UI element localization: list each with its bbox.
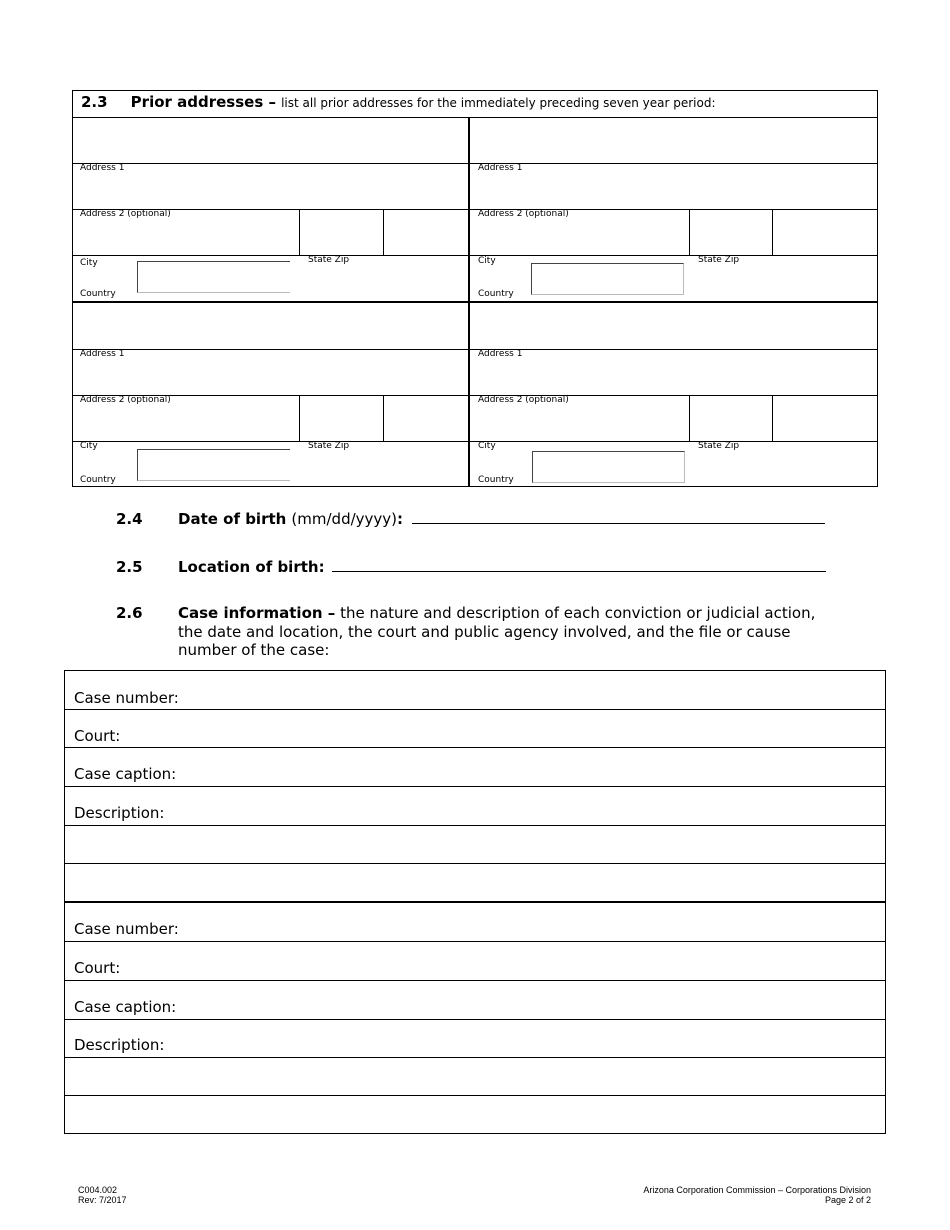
city-label: City: [478, 256, 496, 266]
country-select[interactable]: [532, 451, 685, 483]
address1-label: Address 1: [478, 163, 523, 173]
case-number-label: Case number:: [74, 689, 179, 707]
state-zip-label: State Zip: [698, 255, 740, 265]
description-field[interactable]: [65, 1058, 885, 1133]
address2-label: Address 2 (optional): [80, 209, 171, 219]
city-label: City: [478, 441, 496, 451]
case-info-line-1: [178, 604, 815, 622]
address-line-field[interactable]: [73, 304, 467, 348]
case-info-line-3: number of the case:: [178, 641, 330, 659]
case-caption-label: Case caption:: [74, 998, 177, 1016]
section-instruction: list all prior addresses for the immediately preceding seven year period:: [281, 96, 716, 110]
address2-label: Address 2 (optional): [80, 395, 171, 405]
section-number: 2.6: [116, 604, 143, 622]
state-zip-label: State Zip: [308, 441, 350, 451]
country-label: Country: [478, 289, 514, 299]
court-label: Court:: [74, 959, 121, 977]
address-line-field[interactable]: [471, 304, 877, 348]
case-info-line-2: the date and location, the court and public agency involved, and the file or cause: [178, 623, 791, 641]
dob-label: Date of birth: [178, 510, 287, 528]
agency-name: Arizona Corporation Commission – Corporations Division: [643, 1185, 871, 1195]
section-2-4: [116, 509, 825, 528]
section-2-3-header: [81, 92, 716, 111]
dob-format: (mm/dd/yyyy): [291, 510, 398, 528]
address1-label: Address 1: [478, 349, 523, 359]
city-label: City: [80, 258, 98, 268]
address1-label: Address 1: [80, 163, 125, 173]
city-label: City: [80, 441, 98, 451]
location-of-birth-field[interactable]: [332, 557, 826, 572]
address-line-field[interactable]: [73, 118, 467, 162]
case-number-label: Case number:: [74, 920, 179, 938]
footer-right: [643, 1185, 871, 1205]
country-label: Country: [80, 289, 116, 299]
section-number: 2.3: [81, 93, 108, 111]
state-zip-label: State Zip: [308, 255, 350, 265]
address1-label: Address 1: [80, 349, 125, 359]
country-label: Country: [80, 475, 116, 485]
state-zip-label: State Zip: [698, 441, 740, 451]
country-select[interactable]: [137, 449, 290, 481]
description-label: Description:: [74, 1036, 165, 1054]
address-line-field[interactable]: [471, 118, 877, 162]
footer-left: [78, 1185, 127, 1205]
form-code: C004.002: [78, 1185, 118, 1195]
location-of-birth-label: Location of birth:: [178, 558, 325, 576]
case-info-title: Case information –: [178, 604, 336, 622]
country-select[interactable]: [531, 263, 684, 295]
country-select[interactable]: [137, 261, 290, 293]
section-title: Prior addresses –: [130, 93, 276, 111]
form-revision: Rev: 7/2017: [78, 1195, 127, 1205]
country-label: Country: [478, 475, 514, 485]
address2-label: Address 2 (optional): [478, 395, 569, 405]
case-table: [64, 670, 886, 1134]
dob-field[interactable]: [412, 509, 825, 524]
section-2-5: [116, 557, 826, 576]
dob-colon: :: [397, 510, 404, 528]
address2-label: Address 2 (optional): [478, 209, 569, 219]
case-info-text: the nature and description of each conviction or judicial action,: [340, 604, 816, 622]
description-field[interactable]: [65, 826, 885, 901]
description-label: Description:: [74, 804, 165, 822]
court-label: Court:: [74, 727, 121, 745]
case-caption-label: Case caption:: [74, 765, 177, 783]
page-number: Page 2 of 2: [824, 1195, 871, 1205]
section-number: 2.4: [116, 510, 143, 528]
section-number: 2.5: [116, 558, 143, 576]
